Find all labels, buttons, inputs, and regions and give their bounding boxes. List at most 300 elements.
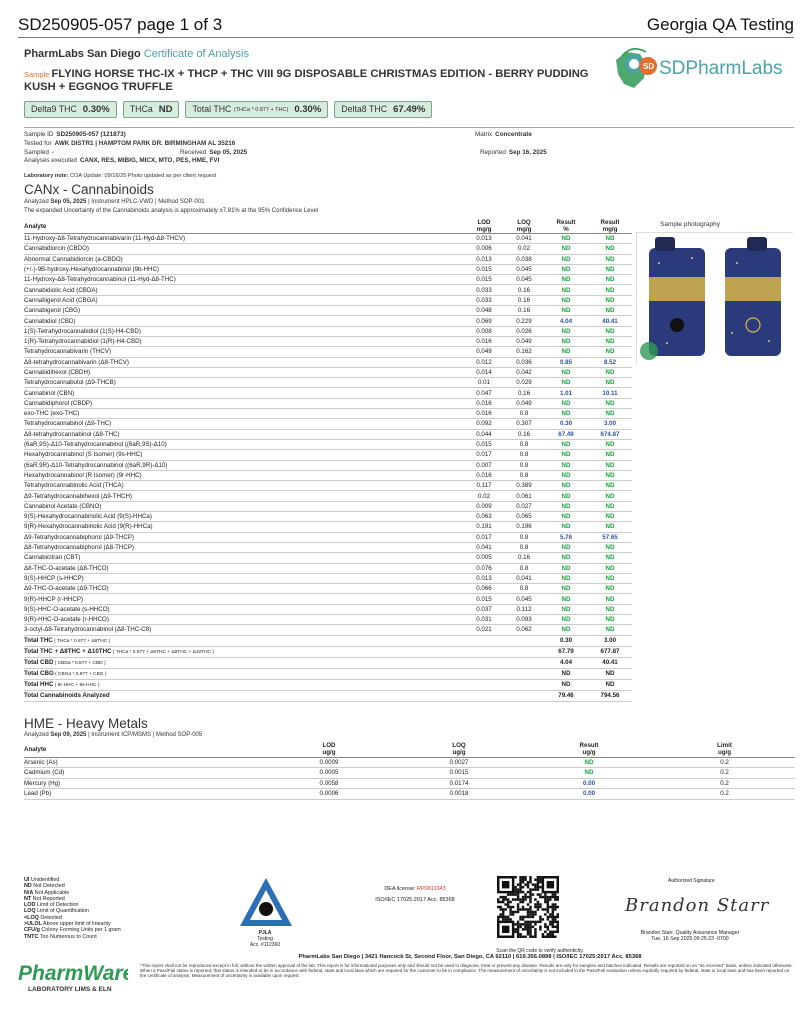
qr-caption: Scan the QR code to verify authenticity. [496,948,584,954]
photo-label: Sample photography [660,221,720,228]
result-pct: ND [544,470,588,480]
info-label: Tested for [24,140,52,147]
result-pct: ND [544,336,588,346]
instrument: | Instrument HPLC-VWD | Method SOP-001 [88,199,205,205]
result-pct: ND [544,326,588,336]
sample-photo [636,232,793,365]
table-row [24,347,632,357]
result-mg: 10.11 [588,388,632,398]
col-loq-label: LOQ [452,742,466,750]
loq-value: 0.112 [504,604,544,614]
loq-value: 0.16 [504,295,544,305]
total-name [24,657,544,668]
result-pct: ND [544,398,588,408]
limit-value: 0.2 [654,768,795,779]
analyte-name: Lead (Pb) [24,789,264,800]
loq-value: 0.065 [504,512,544,522]
result-mg: ND [588,614,632,624]
result-mg: 8.52 [588,357,632,367]
col-result-label: Result [600,219,620,226]
col-loq [394,742,524,757]
table-row [24,522,632,532]
analyte-name: Tetrahydrocannabutol (Δ9-THCB) [24,378,464,388]
lod-value: 0.0006 [264,789,394,800]
lod-value: 0.017 [464,532,504,542]
table-row [24,264,632,274]
lod-value: 0.013 [464,254,504,264]
analyte-name: 9(R)-HHCP (r-HHCP) [24,594,464,604]
loq-value: 0.049 [504,398,544,408]
table-row [24,481,632,491]
analyte-name: 9(S)-HHCP (s-HHCP) [24,573,464,583]
loq-value: 0.8 [504,542,544,552]
hme-analyzed [24,732,202,738]
reported [480,149,547,156]
col-limit [654,742,795,757]
result-pct: ND [544,306,588,316]
lod-value: 0.0005 [264,768,394,779]
lod-value: 0.063 [464,512,504,522]
lod-value: 0.016 [464,409,504,419]
lod-value: 0.117 [464,481,504,491]
result-mg: ND [588,254,632,264]
info-label: Sample ID [24,131,54,138]
table-row [24,419,632,429]
table-row [24,316,632,326]
result-mg: ND [588,594,632,604]
pill-value: 67.49% [393,104,426,115]
result-pct: ND [544,367,588,377]
analyte-name: 11-Hydroxy-Δ8-Tetrahydrocannabivarin (11-Hyd-Δ8-THCV) [24,234,464,244]
table-row [24,768,795,779]
table-row [24,378,632,388]
result-mg: ND [588,481,632,491]
result-pct: ND [544,254,588,264]
legend-abbr: <LOQ [24,914,39,921]
result-mg: ND [588,625,632,635]
col-unit: mg/g [476,226,492,233]
analyzed-date: Sep 05, 2025 [50,199,87,205]
dea-line [360,884,470,895]
lod-value: 0.008 [464,326,504,336]
table-row [24,542,632,552]
col-result [524,742,654,757]
pill-label: Total THC [192,104,232,114]
total-row [24,690,632,701]
result-pct: ND [544,439,588,449]
result-pct: ND [544,295,588,305]
result-pct: ND [544,450,588,460]
loq-value: 0.045 [504,264,544,274]
result-mg: ND [588,501,632,511]
lod-value: 0.033 [464,295,504,305]
loq-value: 0.16 [504,429,544,439]
analyzed-label: Analyzed [24,199,49,205]
lod-value: 0.016 [464,336,504,346]
table-row [24,244,632,254]
info-value: Concentrate [495,131,532,138]
lod-value: 0.047 [464,388,504,398]
legend-desc: Not Applicable [33,889,70,896]
loq-value: 0.027 [504,501,544,511]
signature-datetime: Tue, 16 Sep 2025 09:25:23 -0700 [651,936,729,942]
total-pct: ND [544,668,588,679]
analyte-name: Δ8-tetrahydrocannabivarin (Δ8-THCV) [24,357,464,367]
result-pct: ND [544,264,588,274]
col-unit: ug/g [322,749,336,757]
result-mg: 674.87 [588,429,632,439]
legend-desc: Colony Forming Units per 1 gram [39,927,121,934]
result-mg: ND [588,264,632,274]
result-mg: ND [588,347,632,357]
lod-value: 0.191 [464,522,504,532]
vape-device-image [637,233,794,366]
result-pct: ND [544,275,588,285]
result-mg: ND [588,573,632,583]
legend-abbr: NT [24,895,32,902]
legend-desc: Not Detected [31,883,65,890]
limit-value: 0.2 [654,789,795,800]
abbreviation-legend [24,877,121,940]
result-pct: ND [544,542,588,552]
col-unit: mg/g [516,226,532,233]
result-pct: ND [544,234,588,244]
result-mg: 3.00 [588,419,632,429]
total-label: Total Cannabinoids Analyzed [24,691,110,699]
total-label: Total THC [24,636,53,644]
analyte-name: Δ8-THC-O-acetate (Δ8-THCO) [24,563,464,573]
total-pct: 4.04 [544,657,588,668]
loq-value: 0.0174 [394,778,524,789]
loq-value: 0.16 [504,306,544,316]
table-row [24,491,632,501]
total-formula: ( THCa * 0.877 + Δ9THC + Δ8THC + Δ10THC ) [111,649,214,655]
lod-value: 0.014 [464,367,504,377]
col-unit: % [563,226,569,233]
lod-value: 0.0009 [264,757,394,768]
result-pct: ND [544,563,588,573]
col-result-mg [588,219,632,234]
loq-value: 0.16 [504,388,544,398]
pill-label: Delta8 THC [341,104,388,114]
pill-value: 0.30% [294,104,322,115]
result-pct: ND [544,244,588,254]
loq-value: 0.8 [504,409,544,419]
pill-label: THCa [129,104,153,114]
result-pct: ND [544,491,588,501]
col-result-label: Result [556,219,576,226]
result-pct: 1.01 [544,388,588,398]
total-name [24,668,544,679]
cannabinoids-table [24,219,632,702]
potency-summary [24,101,432,118]
canx-title: CANx - Cannabinoids [24,182,154,197]
lod-value: 0.015 [464,594,504,604]
lod-value: 0.007 [464,460,504,470]
analyte-name: Hexahydrocannabinol (S Isomer) (9s-HHC) [24,450,464,460]
loq-value: 0.041 [504,573,544,583]
pjla-text [240,930,290,948]
loq-value: 0.042 [504,367,544,377]
result-pct: ND [544,594,588,604]
result-mg: ND [588,285,632,295]
result-mg: ND [588,336,632,346]
result-mg: ND [588,367,632,377]
result-mg: 57.65 [588,532,632,542]
loq-value: 0.0027 [394,757,524,768]
page-header [18,16,794,38]
result-mg: ND [588,244,632,254]
iso-line: ISO/IEC 17025:2017 Acc. 85368 [375,897,455,903]
instrument: | Instrument ICP/MSMS | Method SOP-005 [88,732,203,738]
loq-value: 0.049 [504,336,544,346]
legend-desc: Above upper limit of linearity [41,921,111,928]
analyte-name: Cannabidiorcin (CBDO) [24,244,464,254]
table-row [24,604,632,614]
table-row [24,532,632,542]
heavy-metals-table [24,742,795,800]
analyte-name: Cannabigerol (CBG) [24,306,464,316]
lod-value: 0.016 [464,470,504,480]
loq-value: 0.045 [504,594,544,604]
total-label: Total THC + Δ8THC + Δ10THC [24,647,112,655]
total-mg: 677.87 [588,646,632,657]
lod-value: 0.044 [464,429,504,439]
total-mg: 794.56 [588,690,632,701]
analyte-name: 11-Hydroxy-Δ8-Tetrahydrocannabinol (11-Hyd-Δ8-THC) [24,275,464,285]
analyte-name: exo-THC (exo-THC) [24,409,464,419]
analyte-name: 9(S)-HHC-O-acetate (s-HHCO) [24,604,464,614]
result-value: ND [524,757,654,768]
table-row [24,470,632,480]
result-mg: ND [588,512,632,522]
svg-text:PharmWare: PharmWare [18,962,128,985]
doc-type: Certificate of Analysis [143,48,249,60]
result-mg: ND [588,295,632,305]
total-name [24,646,544,657]
svg-text:LABORATORY LIMS & ELN: LABORATORY LIMS & ELN [28,986,112,993]
analyte-name: Cannabidihexol (CBDH) [24,367,464,377]
result-pct: ND [544,481,588,491]
result-pct: ND [544,625,588,635]
total-pct: 0.30 [544,635,588,646]
signature-text [625,930,755,942]
col-loq [504,219,544,234]
lod-value: 0.015 [464,439,504,449]
pill-value: 0.30% [82,104,110,115]
received [180,149,247,156]
result-value: ND [524,768,654,779]
col-lod [464,219,504,234]
result-pct: ND [544,409,588,419]
total-mg: ND [588,679,632,690]
sample-name: FLYING HORSE THC-IX + THCP + THC VIII 9G DISPOSABLE CHRISTMAS EDITION - BERRY PUDDING KUSH + EGGNOG TRUFFLE [24,68,589,93]
legend-desc: Limit of Detection [35,902,79,909]
result-pct: ND [544,285,588,295]
analyte-name: Tetrahydrocannabinolic Acid (THCA) [24,481,464,491]
sample-tag: Sample [24,70,50,79]
lod-value: 0.015 [464,264,504,274]
total-mg: 3.00 [588,635,632,646]
result-mg: ND [588,584,632,594]
result-mg: ND [588,522,632,532]
loq-value: 0.8 [504,439,544,449]
legend-abbr: LOQ [24,908,36,915]
analyte-name: Δ8-tetrahydrocannabinol (Δ8-THC) [24,429,464,439]
lod-value: 0.037 [464,604,504,614]
total-pct: 79.46 [544,690,588,701]
loq-value: 0.8 [504,563,544,573]
table-row [24,573,632,583]
lod-value: 0.031 [464,614,504,624]
analyte-name: Mercury (Hg) [24,778,264,789]
result-mg: ND [588,470,632,480]
loq-value: 0.02 [504,244,544,254]
logo-icon [612,44,792,94]
canx-uncertainty: The expanded Uncertainty of the Cannabinoids analysis is approximately ±7.81% at the 95% Confidence Level [24,208,319,214]
result-mg: ND [588,491,632,501]
lod-value: 0.005 [464,553,504,563]
result-value: 0.00 [524,789,654,800]
total-name [24,679,544,690]
table-row [24,778,795,789]
legend-abbr: TNTC [24,933,39,940]
table-row [24,357,632,367]
lod-value: 0.013 [464,234,504,244]
loq-value: 0.036 [504,357,544,367]
legend-desc: Limit of Quantification [35,908,90,915]
hme-title: HME - Heavy Metals [24,716,148,731]
analyte-name: Arsenic (As) [24,757,264,768]
loq-value: 0.389 [504,481,544,491]
table-row [24,789,795,800]
col-loq-label: LOQ [517,219,531,226]
col-unit: ug/g [717,749,732,757]
result-pct: ND [544,460,588,470]
table-row [24,367,632,377]
col-analyte: Analyte [24,742,264,757]
table-row [24,429,632,439]
pill-value: ND [158,104,173,115]
analyte-name: Δ9-THC-O-acetate (Δ9-THCO) [24,584,464,594]
analyte-name: Δ9-Tetrahydrocannabiphorol (Δ9-THCP) [24,532,464,542]
loq-value: 0.162 [504,347,544,357]
loq-value: 0.229 [504,316,544,326]
qr-code[interactable] [497,876,559,938]
pill-delta9 [24,101,117,118]
heavy-metals-body [24,757,795,799]
footer-address: PharmLabs San Diego | 3421 Hancock St, Second Floor, San Diego, CA 92110 | 619.356.0898 | ISO/IEC 17025:2017 Acc. 85368 [298,954,642,960]
analyte-name: Tetrahydrocannabinol (Δ9-THC) [24,419,464,429]
loq-value: 0.062 [504,625,544,635]
signatory-title: Brandon Starr, Quality Assurance Manager [640,930,740,936]
lab-line [24,48,249,60]
pharmware-logo [18,958,128,996]
result-pct: 4.04 [544,316,588,326]
result-pct: ND [544,522,588,532]
info-label: Laboratory note: [24,173,69,179]
table-row [24,409,632,419]
legend-desc: Too Numerous to Count [38,933,97,940]
info-label: Matrix [475,131,493,138]
table-row [24,234,632,244]
total-formula: ( 9r-HHC + 9s-HHC ) [53,682,100,688]
analyte-name: Cannabidiolic Acid (CBDA) [24,285,464,295]
result-mg: ND [588,378,632,388]
lod-value: 0.092 [464,419,504,429]
table-row [24,275,632,285]
result-pct: ND [544,378,588,388]
client-name: Georgia QA Testing [646,15,794,34]
analyte-name: Cannabinol Acetate (CBNO) [24,501,464,511]
table-row [24,614,632,624]
lod-value: 0.069 [464,316,504,326]
pill-delta8 [334,101,432,118]
table-row [24,563,632,573]
analyte-name: Abnormal Cannabidiorcin (a-CBDO) [24,254,464,264]
analyte-name: Cannabidiphorol (CBDP) [24,398,464,408]
total-formula: ( CBGa * 0.877 + CBG ) [53,671,107,677]
col-unit: ug/g [452,749,466,757]
lod-value: 0.02 [464,491,504,501]
pharmware-icon [18,958,128,996]
result-mg: ND [588,306,632,316]
info-label: Analyses executed [24,157,77,164]
col-result-pct [544,219,588,234]
lod-value: 0.041 [464,542,504,552]
lod-value: 0.015 [464,275,504,285]
total-name [24,635,544,646]
loq-value: 0.0018 [394,789,524,800]
table-header [24,742,795,757]
pjla-sub: Testing [257,936,273,942]
table-row [24,553,632,563]
result-mg: ND [588,604,632,614]
loq-value: 0.061 [504,491,544,501]
info-value: CANX, RES, MIBIG, MICX, MTO, PES, HME, FVI [79,157,220,164]
result-mg: ND [588,460,632,470]
analyte-name: Tetrahydrocannabivarin (THCV) [24,347,464,357]
table-row [24,625,632,635]
result-pct: ND [544,512,588,522]
table-row [24,398,632,408]
tested-for [24,140,235,147]
analyte-name: Cannabinol (CBN) [24,388,464,398]
lod-value: 0.048 [464,306,504,316]
table-row [24,336,632,346]
result-mg: 40.41 [588,316,632,326]
table-row [24,285,632,295]
info-label: Sampled [24,149,49,156]
table-row [24,388,632,398]
col-lod-label: LOD [322,742,336,750]
result-pct: ND [544,347,588,357]
loq-value: 0.093 [504,614,544,624]
result-mg: ND [588,234,632,244]
info-value: Sep 05, 2025 [209,149,248,156]
limit-value: 0.2 [654,778,795,789]
info-value: AWK DISTR1 | HAMPTOM PARK DR. BIRMINGHAM AL 35216 [54,140,236,147]
total-row [24,668,632,679]
result-pct: 67.49 [544,429,588,439]
loq-value: 0.045 [504,275,544,285]
lod-value: 0.013 [464,573,504,583]
loq-value: 0.041 [504,234,544,244]
loq-value: 0.16 [504,285,544,295]
analyte-name: 9(R)-Hexahydrocannabinolic Acid (9(R)-HHCa) [24,522,464,532]
total-formula: ( THCa * 0.877 + Δ9THC ) [52,638,111,644]
total-label: Total CBG [24,669,54,677]
